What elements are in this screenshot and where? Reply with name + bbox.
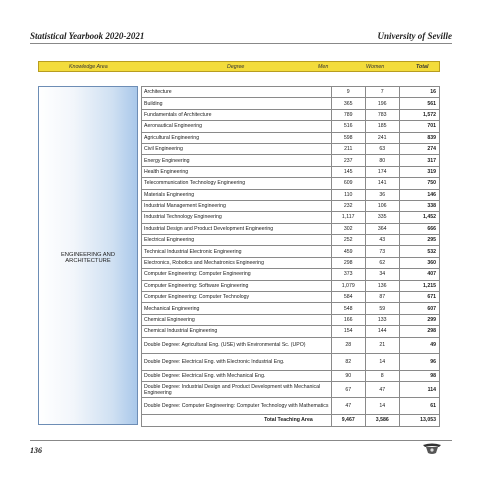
total-cell: 750 [399, 178, 439, 189]
total-cell: 407 [399, 269, 439, 280]
table-row [142, 280, 440, 291]
total-cell: 61 [399, 398, 439, 415]
women-cell: 196 [365, 98, 399, 109]
table-row [142, 257, 440, 268]
degree-cell: Double Degree: Electrical Eng. with Electronic Industrial Eng. [142, 354, 332, 371]
table-row [142, 326, 440, 337]
table-row [142, 223, 440, 234]
degree-cell: Chemical Industrial Engineering [142, 326, 332, 337]
total-cell: 839 [399, 132, 439, 143]
total-cell: 319 [399, 166, 439, 177]
degree-cell: Industrial Management Engineering [142, 200, 332, 211]
total-cell: 701 [399, 121, 439, 132]
total-cell: 114 [399, 381, 439, 398]
men-cell: 90 [331, 370, 365, 381]
men-cell: 1,079 [331, 280, 365, 291]
degree-cell: Civil Engineering [142, 143, 332, 154]
women-cell: 59 [365, 303, 399, 314]
university-name: University of Seville [377, 31, 452, 41]
degree-cell: Mechanical Engineering [142, 303, 332, 314]
table-row [142, 314, 440, 325]
women-cell: 14 [365, 354, 399, 371]
women-cell: 7 [365, 87, 399, 98]
women-cell: 133 [365, 314, 399, 325]
men-cell: 548 [331, 303, 365, 314]
table-row [142, 212, 440, 223]
men-cell: 110 [331, 189, 365, 200]
table-row [142, 235, 440, 246]
men-cell: 365 [331, 98, 365, 109]
total-cell: 338 [399, 200, 439, 211]
degrees-table [141, 86, 440, 427]
col-header-degree: Degree [227, 64, 245, 70]
men-cell: 302 [331, 223, 365, 234]
total-cell: 274 [399, 143, 439, 154]
col-header-women: Women [366, 64, 385, 70]
women-cell: 8 [365, 370, 399, 381]
women-cell: 36 [365, 189, 399, 200]
men-cell: 154 [331, 326, 365, 337]
women-cell: 364 [365, 223, 399, 234]
women-cell: 106 [365, 200, 399, 211]
knowledge-area-label: ENGINEERING AND ARCHITECTURE [60, 252, 116, 264]
men-cell: 232 [331, 200, 365, 211]
men-cell: 82 [331, 354, 365, 371]
total-cell: 1,215 [399, 280, 439, 291]
table-row [142, 143, 440, 154]
women-cell: 174 [365, 166, 399, 177]
table-row [142, 246, 440, 257]
women-cell: 136 [365, 280, 399, 291]
degree-cell: Computer Engineering: Software Engineering [142, 280, 332, 291]
table-row [142, 381, 440, 398]
yearbook-title: Statistical Yearbook 2020-2021 [30, 31, 145, 41]
degree-cell: Telecommunication Technology Engineering [142, 178, 332, 189]
total-cell: 96 [399, 354, 439, 371]
total-cell: 561 [399, 98, 439, 109]
men-cell: 584 [331, 292, 365, 303]
men-cell: 298 [331, 257, 365, 268]
women-cell: 241 [365, 132, 399, 143]
men-cell: 609 [331, 178, 365, 189]
total-label: Total Teaching Area [142, 414, 332, 426]
total-cell: 532 [399, 246, 439, 257]
total-cell: 607 [399, 303, 439, 314]
women-cell: 43 [365, 235, 399, 246]
page-number: 136 [30, 446, 42, 455]
degree-cell: Electronics, Robotics and Mechatronics Engineering [142, 257, 332, 268]
total-cell: 16 [399, 87, 439, 98]
degree-cell: Agricultural Engineering [142, 132, 332, 143]
degree-cell: Building [142, 98, 332, 109]
total-women: 3,586 [365, 414, 399, 426]
table-row [142, 166, 440, 177]
total-cell: 671 [399, 292, 439, 303]
men-cell: 252 [331, 235, 365, 246]
degree-cell: Materials Engineering [142, 189, 332, 200]
degree-cell: Industrial Technology Engineering [142, 212, 332, 223]
col-header-area: Knowledge Area [69, 64, 108, 70]
men-cell: 598 [331, 132, 365, 143]
men-cell: 9 [331, 87, 365, 98]
total-cell: 98 [399, 370, 439, 381]
women-cell: 144 [365, 326, 399, 337]
men-cell: 211 [331, 143, 365, 154]
degree-cell: Architecture [142, 87, 332, 98]
table-row [142, 337, 440, 354]
degree-cell: Industrial Design and Product Development Engineering [142, 223, 332, 234]
men-cell: 166 [331, 314, 365, 325]
women-cell: 73 [365, 246, 399, 257]
total-cell: 666 [399, 223, 439, 234]
women-cell: 335 [365, 212, 399, 223]
women-cell: 141 [365, 178, 399, 189]
total-cell: 299 [399, 314, 439, 325]
men-cell: 28 [331, 337, 365, 354]
table-row [142, 109, 440, 120]
col-header-men: Men [318, 64, 329, 70]
men-cell: 789 [331, 109, 365, 120]
table-row [142, 121, 440, 132]
table-row [142, 178, 440, 189]
column-header-bar [38, 61, 440, 72]
women-cell: 185 [365, 121, 399, 132]
women-cell: 34 [365, 269, 399, 280]
degree-cell: Aeronautical Engineering [142, 121, 332, 132]
men-cell: 1,117 [331, 212, 365, 223]
degree-cell: Double Degree: Electrical Eng. with Mechanical Eng. [142, 370, 332, 381]
table-row [142, 87, 440, 98]
women-cell: 80 [365, 155, 399, 166]
women-cell: 783 [365, 109, 399, 120]
total-cell: 146 [399, 189, 439, 200]
table-row [142, 189, 440, 200]
degree-cell: Fundamentals of Architecture [142, 109, 332, 120]
table-row [142, 200, 440, 211]
footer-divider [30, 440, 452, 441]
degree-cell: Health Engineering [142, 166, 332, 177]
header-divider [30, 43, 452, 44]
total-men: 9,467 [331, 414, 365, 426]
total-cell: 298 [399, 326, 439, 337]
degree-cell: Double Degree: Agricultural Eng. (USE) with Environmental Sc. (UPO) [142, 337, 332, 354]
men-cell: 237 [331, 155, 365, 166]
knowledge-area-cell [38, 86, 138, 425]
total-cell: 295 [399, 235, 439, 246]
table-row [142, 370, 440, 381]
women-cell: 14 [365, 398, 399, 415]
table-row [142, 132, 440, 143]
men-cell: 373 [331, 269, 365, 280]
total-total: 13,053 [399, 414, 439, 426]
degree-cell: Double Degree: Computer Engineering: Computer Technology with Mathematics [142, 398, 332, 415]
degree-cell: Computer Engineering: Computer Technology [142, 292, 332, 303]
degree-cell: Electrical Engineering [142, 235, 332, 246]
col-header-total: Total [416, 64, 429, 70]
women-cell: 63 [365, 143, 399, 154]
total-cell: 317 [399, 155, 439, 166]
degree-cell: Energy Engineering [142, 155, 332, 166]
table-row [142, 98, 440, 109]
men-cell: 516 [331, 121, 365, 132]
women-cell: 21 [365, 337, 399, 354]
women-cell: 62 [365, 257, 399, 268]
men-cell: 47 [331, 398, 365, 415]
degree-cell: Chemical Engineering [142, 314, 332, 325]
women-cell: 87 [365, 292, 399, 303]
women-cell: 47 [365, 381, 399, 398]
total-cell: 49 [399, 337, 439, 354]
degree-cell: Computer Engineering: Computer Engineering [142, 269, 332, 280]
degree-cell: Double Degree: Industrial Design and Product Development with Mechanical Engineering [142, 381, 332, 398]
degree-cell: Technical Industrial Electronic Engineering [142, 246, 332, 257]
total-cell: 360 [399, 257, 439, 268]
table-row [142, 398, 440, 415]
university-seal-icon [421, 442, 443, 456]
table-row [142, 269, 440, 280]
men-cell: 145 [331, 166, 365, 177]
total-row [142, 414, 440, 426]
total-cell: 1,452 [399, 212, 439, 223]
table-row [142, 292, 440, 303]
table-row [142, 303, 440, 314]
men-cell: 459 [331, 246, 365, 257]
total-cell: 1,572 [399, 109, 439, 120]
table-row [142, 354, 440, 371]
table-row [142, 155, 440, 166]
men-cell: 67 [331, 381, 365, 398]
